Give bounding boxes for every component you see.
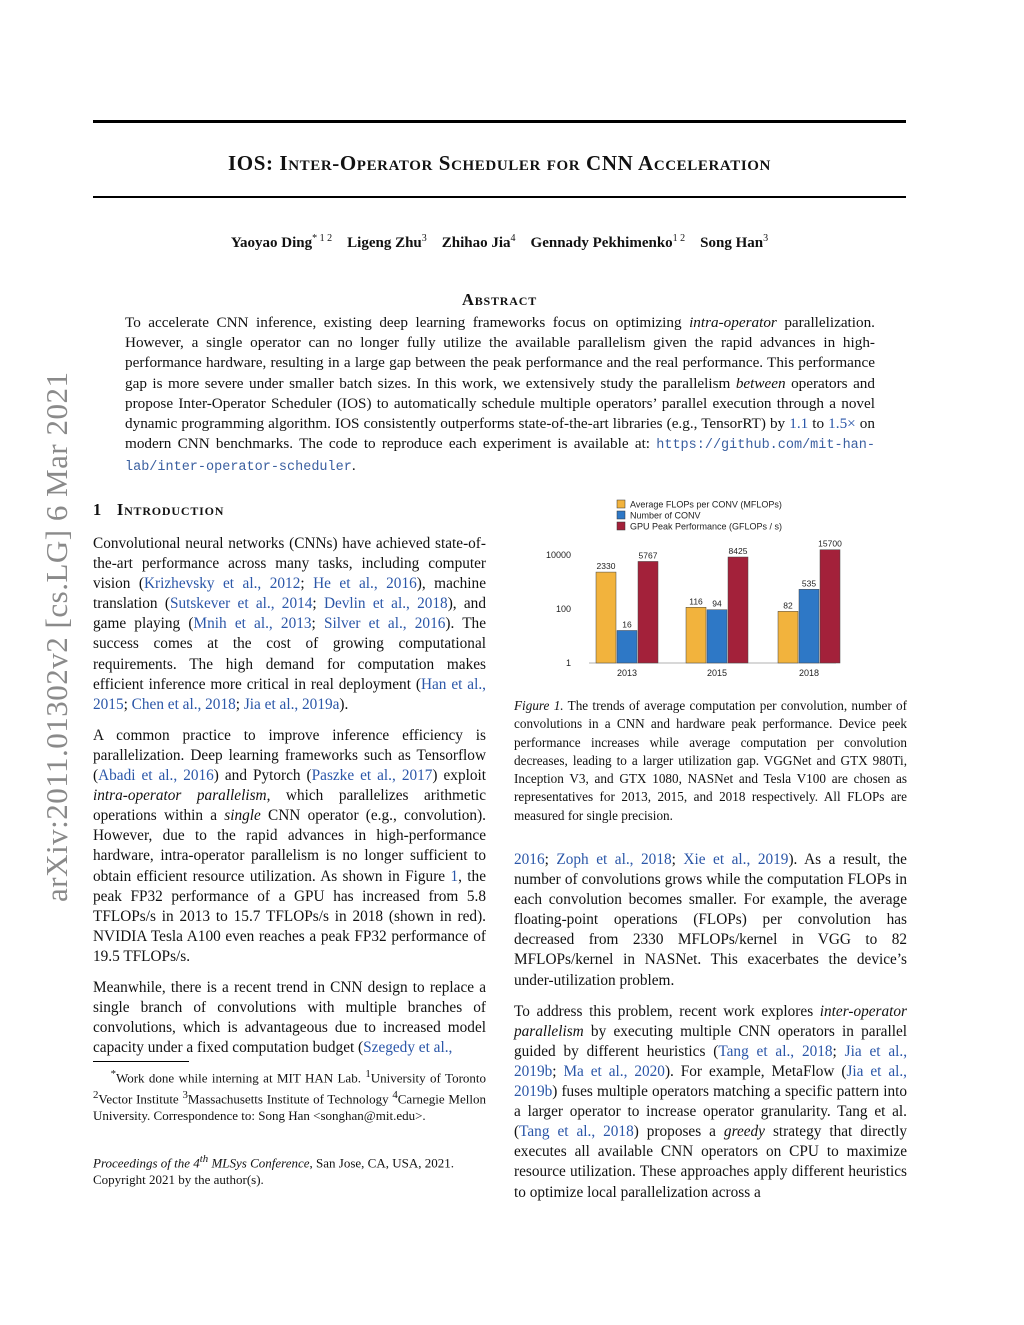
abstract-text: on modern CNN benchmarks. The code to reproduce each experiment is available at: bbox=[125, 415, 875, 453]
author-list bbox=[93, 233, 906, 252]
body-emphasis: greedy bbox=[723, 1123, 765, 1141]
footnote-text: Massachusetts Institute of Technology bbox=[187, 1091, 393, 1107]
chart-bar bbox=[638, 561, 658, 663]
legend-swatch bbox=[617, 511, 625, 519]
x-tick-label: 2015 bbox=[706, 668, 728, 678]
abstract-text: parallelization. However, a single operator can no longer fully utilize the available parallelism given the rapid advances in high-performance hardware, resulting in a large gap between the peak performance and the real performance. This performance gap is more severe under smaller batch sizes. In this work, we extensively study the parallelism bbox=[125, 314, 875, 392]
footnote-rule bbox=[93, 1061, 189, 1062]
citation-link[interactable]: Szegedy et al., bbox=[363, 1039, 453, 1057]
body-text: ; bbox=[671, 851, 684, 868]
title-rule-top bbox=[93, 120, 906, 123]
body-text: Convolutional neural networks (CNNs) have achieved state-of-the-art performance across many tasks, including computer vision ( bbox=[93, 535, 486, 593]
legend-swatch bbox=[617, 500, 625, 508]
body-text: ; bbox=[123, 695, 132, 713]
paper-title bbox=[93, 151, 906, 176]
body-text: ; bbox=[832, 1042, 845, 1060]
footnote-mark: 3 bbox=[182, 1088, 188, 1101]
chart-y-axis bbox=[546, 550, 571, 668]
citation-link[interactable]: Tang et al., 2018 bbox=[519, 1123, 634, 1141]
citation-link[interactable]: Han et al., 2015 bbox=[93, 675, 486, 713]
bar-value-label: 82 bbox=[783, 600, 793, 611]
author-name: Ligeng Zhu bbox=[347, 235, 422, 251]
chart-bars bbox=[596, 539, 842, 663]
left-column bbox=[93, 534, 486, 1069]
legend-label: Number of CONV bbox=[630, 510, 701, 521]
proceedings-text: 4 bbox=[193, 1155, 200, 1171]
x-tick-label: 2018 bbox=[798, 668, 820, 678]
section-title: Introduction bbox=[116, 500, 225, 519]
right-column bbox=[514, 850, 907, 1214]
author-name: Zhihao Jia bbox=[441, 235, 511, 251]
citation-link[interactable]: Jia et al., 2019b bbox=[514, 1042, 908, 1080]
citation-link[interactable]: He et al., 2016 bbox=[313, 575, 417, 593]
proceedings-note bbox=[93, 1151, 486, 1189]
paper-title-text: IOS: Inter-Operator Scheduler for CNN Acceleration bbox=[228, 151, 771, 175]
y-tick-label: 100 bbox=[555, 604, 571, 614]
intro-paragraph-2 bbox=[93, 726, 486, 967]
abstract-text: to bbox=[808, 415, 829, 433]
abstract-body bbox=[125, 313, 875, 479]
footnote-mark: 4 bbox=[392, 1088, 398, 1101]
arxiv-side-stamp: arXiv:2011.01302v2 [cs.LG] 6 Mar 2021 bbox=[39, 371, 74, 902]
footnote-text: Work done while interning at MIT HAN Lab. bbox=[115, 1070, 366, 1086]
body-text: ). As a result, the number of convolutions grows while the computation FLOPs in each convolution becomes smaller. For example, the average floating-point operations (FLOPs) per convolution has decreased from 2330 MFLOPs/kernel in VGG to 82 MFLOPs/kernel in NASNet. This exacerbates the device’s under-utilization problem. bbox=[514, 851, 907, 989]
body-text: To address this problem, recent work explores bbox=[514, 1002, 820, 1020]
citation-link[interactable]: Jia et al., 2019b bbox=[514, 1062, 908, 1101]
body-text: , the peak FP32 performance of a GPU has increased from 5.8 TFLOPs/s in 2013 to 15.7 TFLOPs/s in 2018 (shown in red). NVIDIA Tesla A100 even reaches a peak FP32 performance of 19.5 TFLOPs/s. bbox=[93, 867, 486, 965]
bar-value-label: 94 bbox=[712, 598, 722, 609]
footnote-mark: 2 bbox=[93, 1088, 99, 1101]
section-number: 1 bbox=[93, 500, 103, 519]
legend-label: Average FLOPs per CONV (MFLOPs) bbox=[630, 499, 782, 510]
code-url-link[interactable]: https://github.com/mit-han-lab/inter-operator-scheduler bbox=[125, 438, 875, 476]
body-emphasis: inter-operator parallelism bbox=[514, 1002, 907, 1040]
caption-text: The trends of average computation per convolution, number of convolutions in a CNN and hardware peak performance. Device peek performance increases while average computation per convolution decreases, leading to a larger utilization gap. VGGNet and GTX 980Ti, Inception V3, and GTX 1080, NASNet and Tesla V100 are chosen as representatives for 2013, 2015, and 2018 respectively. All FLOPs are measured for single precision. bbox=[514, 698, 907, 823]
citation-link[interactable]: Xie et al., 2019 bbox=[683, 851, 789, 868]
body-text: ; bbox=[300, 575, 314, 593]
body-text: ) proposes a bbox=[633, 1123, 724, 1141]
chart-bar bbox=[686, 607, 706, 663]
chart-bar bbox=[820, 550, 840, 663]
legend-label: GPU Peak Performance (GFLOPs / s) bbox=[630, 521, 783, 532]
abstract-emphasis: intra-operator bbox=[689, 314, 777, 331]
right-paragraph-2 bbox=[514, 1002, 907, 1203]
author-affil: 3 bbox=[763, 233, 769, 244]
chart-bar bbox=[596, 572, 616, 663]
author-affil: * 1 2 bbox=[312, 233, 333, 244]
proceedings-text: , San Jose, CA, USA, 2021. Copyright 2021 by the author(s). bbox=[93, 1155, 454, 1187]
citation-link[interactable]: Sutskever et al., 2014 bbox=[169, 595, 313, 613]
citation-link[interactable]: Silver et al., 2016 bbox=[323, 615, 446, 633]
intro-paragraph-3 bbox=[93, 978, 486, 1058]
body-text: , which parallelizes arithmetic operations within a bbox=[93, 787, 486, 825]
bar-value-label: 15700 bbox=[818, 538, 842, 549]
author-name: Song Han bbox=[700, 235, 764, 251]
bar-value-label: 5767 bbox=[638, 550, 658, 561]
citation-link[interactable]: Abadi et al., 2016 bbox=[98, 767, 214, 785]
body-text: ). For example, MetaFlow ( bbox=[664, 1062, 847, 1080]
body-text: strategy that directly executes all available CNN operators on CPU to maximize resource utilization. These approaches apply different heuristics to optimize local parallelization across a bbox=[514, 1123, 907, 1201]
figure-1-chart bbox=[514, 492, 907, 682]
bar-value-label: 116 bbox=[689, 596, 703, 607]
chart-bar bbox=[799, 589, 819, 663]
citation-link[interactable]: 2016 bbox=[514, 851, 545, 868]
abstract-heading: Abstract bbox=[462, 290, 537, 309]
author-affil: 3 bbox=[421, 233, 427, 244]
bar-value-label: 2330 bbox=[596, 561, 616, 572]
speedup-low: 1.1 bbox=[789, 415, 809, 433]
body-text: ; bbox=[552, 1062, 564, 1080]
y-tick-label: 1 bbox=[565, 658, 571, 668]
bar-value-label: 535 bbox=[801, 578, 817, 589]
chart-legend bbox=[617, 500, 782, 532]
bar-value-label: 16 bbox=[622, 619, 632, 630]
citation-link[interactable]: Ma et al., 2020 bbox=[563, 1062, 665, 1080]
y-tick-label: 10000 bbox=[545, 550, 571, 560]
body-text: ) fuses multiple operators matching a specific pattern into a larger operator to increase operator granularity. Tang et al. ( bbox=[514, 1083, 907, 1141]
body-text: ; bbox=[311, 615, 324, 633]
body-emphasis: intra-operator parallelism bbox=[93, 787, 267, 805]
footnote-text: University of Toronto bbox=[370, 1070, 487, 1086]
body-text: Meanwhile, there is a recent trend in CNN design to replace a single branch of convolutions with multiple branches of convolutions, which is advantageous due to increased model capacity under a fixed computation budget ( bbox=[93, 978, 486, 1057]
footnote-text: Vector Institute bbox=[98, 1091, 183, 1107]
chart-bar bbox=[728, 557, 748, 663]
body-text: ) exploit bbox=[432, 767, 486, 785]
citation-link[interactable]: Chen et al., 2018 bbox=[131, 695, 236, 713]
body-text: by executing multiple CNN operators in parallel guided by different heuristics ( bbox=[514, 1022, 907, 1060]
body-text: ). The success comes at the cost of growing computational requirements. The high demand for computation makes efficient inference more critical in real deployment ( bbox=[93, 615, 486, 693]
body-text: A common practice to improve inference efficiency is parallelization. Deep learning frameworks such as Tensorflow ( bbox=[93, 726, 486, 785]
abstract-text: To accelerate CNN inference, existing deep learning frameworks focus on optimizing bbox=[125, 314, 690, 331]
body-text: ; bbox=[544, 851, 557, 868]
x-tick-label: 2013 bbox=[616, 668, 638, 678]
proceedings-text: Proceedings of the bbox=[93, 1155, 194, 1171]
figure-ref-link[interactable]: 1 bbox=[450, 867, 459, 885]
bar-value-label: 8425 bbox=[728, 546, 748, 557]
title-rule-bottom bbox=[93, 196, 906, 198]
body-text: ), and game playing ( bbox=[93, 595, 486, 633]
body-text: ). bbox=[339, 695, 349, 713]
figure-label: Figure 1. bbox=[514, 698, 564, 713]
author-affil: 4 bbox=[510, 233, 516, 244]
chart-x-ticks bbox=[617, 668, 819, 678]
body-text: ; bbox=[312, 595, 324, 613]
footnote-text: Carnegie Mellon University. Correspondence to: Song Han <songhan@mit.edu>. bbox=[93, 1091, 486, 1123]
body-text: ; bbox=[235, 695, 244, 713]
speedup-high: 1.5× bbox=[828, 415, 856, 433]
citation-link[interactable]: Devlin et al., 2018 bbox=[323, 595, 448, 613]
proceedings-text: th bbox=[199, 1153, 209, 1165]
body-text: ), machine translation ( bbox=[93, 575, 486, 613]
citation-link[interactable]: Zoph et al., 2018 bbox=[556, 851, 672, 868]
citation-link[interactable]: Tang et al., 2018 bbox=[718, 1042, 833, 1060]
body-text: CNN operator (e.g., convolution). However, due to the rapid advances in high-performance hardware, intra-operator parallelism is no longer sufficient to obtain efficient resource utilization. As shown in Figure bbox=[93, 807, 486, 885]
body-text: ) and Pytorch ( bbox=[213, 767, 312, 785]
citation-link[interactable]: Jia et al., 2019a bbox=[243, 695, 340, 713]
intro-paragraph-1 bbox=[93, 534, 486, 715]
abstract-text: . bbox=[351, 457, 356, 475]
author-affil: 1 2 bbox=[672, 233, 686, 244]
body-emphasis: single bbox=[224, 807, 261, 825]
chart-bar bbox=[778, 611, 798, 663]
abstract-text: operators and propose Inter-Operator Scheduler (IOS) to automatically schedule multiple operators’ parallel execution through a novel dynamic programming algorithm. IOS consistently outperforms state-of-the-art libraries (e.g., TensorRT) by bbox=[125, 374, 875, 433]
proceedings-text: MLSys Conference bbox=[208, 1155, 310, 1171]
chart-bar bbox=[707, 610, 727, 663]
section-heading bbox=[93, 500, 224, 520]
citation-link[interactable]: Mnih et al., 2013 bbox=[193, 615, 312, 633]
figure-caption bbox=[514, 697, 907, 825]
author-name: Gennady Pekhimenko bbox=[530, 235, 673, 251]
chart-bar bbox=[617, 630, 637, 663]
right-paragraph-1 bbox=[514, 850, 907, 991]
citation-link[interactable]: Paszke et al., 2017 bbox=[311, 767, 433, 785]
abstract-emphasis: between bbox=[735, 374, 786, 392]
footnote-mark: * bbox=[110, 1068, 116, 1080]
citation-link[interactable]: Krizhevsky et al., 2012 bbox=[144, 575, 301, 593]
author-name: Yaoyao Ding bbox=[230, 235, 313, 251]
footnote-mark: 1 bbox=[365, 1068, 371, 1080]
legend-swatch bbox=[617, 522, 625, 530]
affiliation-footnote bbox=[93, 1066, 486, 1124]
